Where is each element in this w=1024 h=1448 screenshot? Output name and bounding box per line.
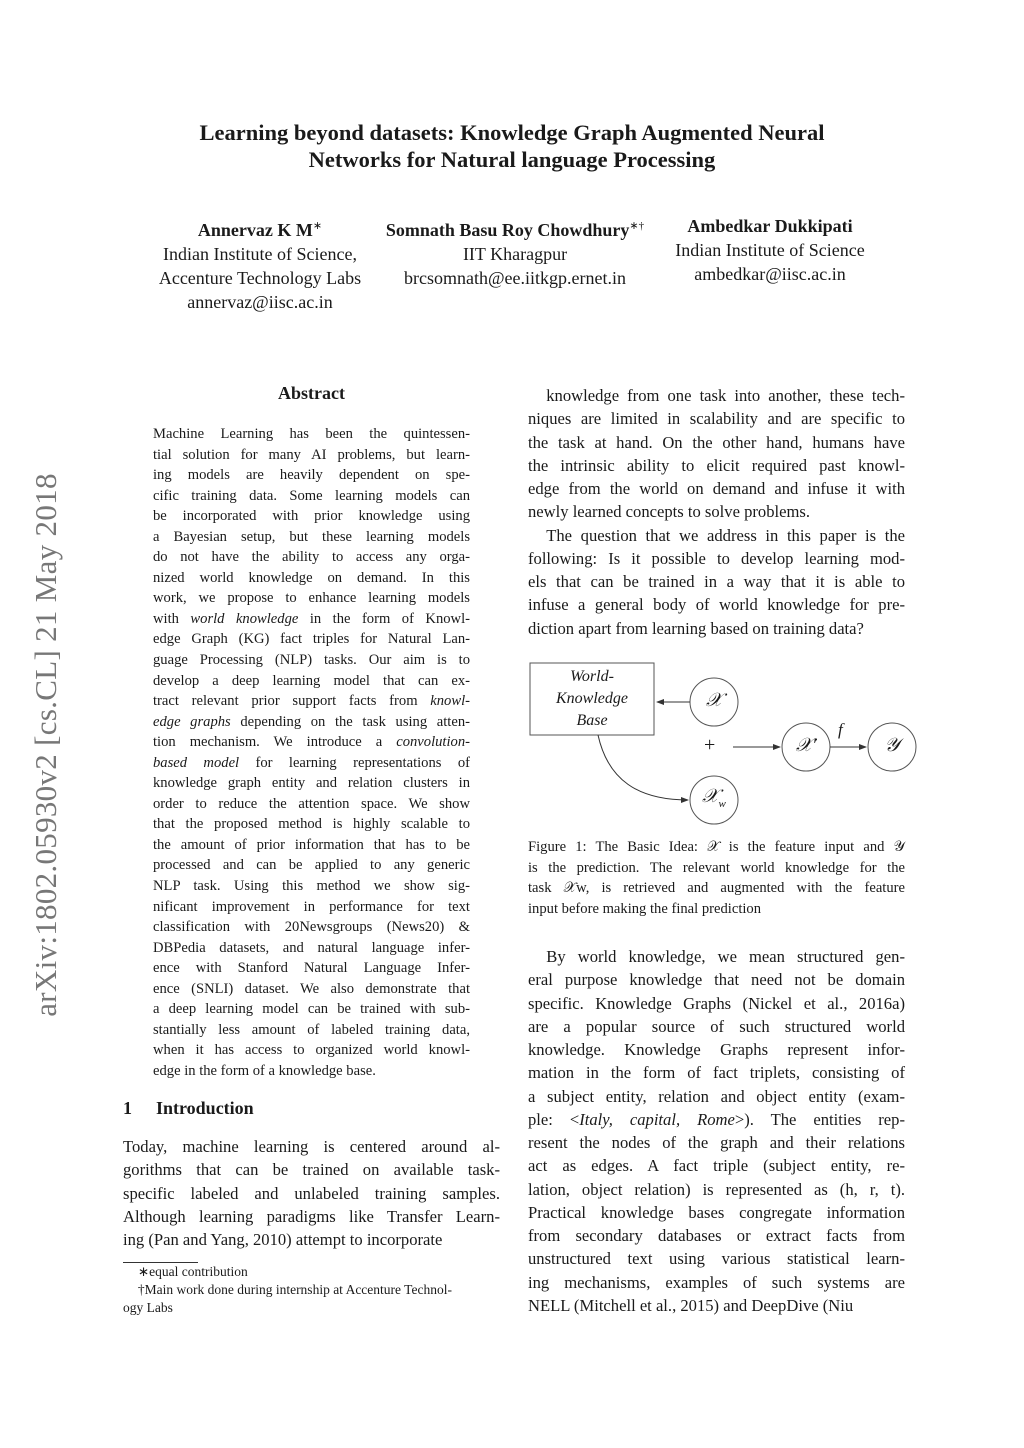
text-line: guage Processing (NLP) tasks. Our aim is to [153, 652, 470, 669]
text-line: lation, object relation) is represented as (h, r, t). [528, 1179, 905, 1199]
text-segment: >). The entities rep- [734, 1109, 905, 1129]
abstract-body [153, 424, 470, 1082]
text-line: knowledge. Knowledge Graphs represent infor- [528, 1040, 905, 1059]
title-line: Learning beyond datasets: Knowledge Graph Augmented Neural [199, 120, 825, 145]
knowledge-base-label [530, 666, 654, 732]
text-line: cific training data. Some learning models can [153, 487, 470, 504]
text-line: diction apart from learning based on training data? [528, 618, 864, 638]
caption-line: Figure 1: The Basic Idea: 𝒳 is the feature input and 𝒴 [528, 839, 905, 855]
affiliation: IIT Kharagpur [462, 244, 568, 264]
abstract-heading: Abstract [278, 383, 345, 403]
text-line: edge from the world on demand and infuse it with [528, 479, 905, 498]
text-segment: ple: < [528, 1109, 580, 1129]
text-line: specific labeled and unlabeled training samples. [123, 1183, 500, 1203]
italic-text: knowl- [430, 693, 470, 710]
text-segment: in the form of Knowl- [298, 610, 470, 627]
text-line: order to reduce the attention space. We show [153, 795, 470, 812]
italic-text: edge graphs [153, 713, 231, 730]
affiliation: Accenture Technology Labs [158, 268, 362, 288]
italic-text: Italy, capital, Rome [579, 1109, 735, 1129]
text-line [153, 609, 470, 630]
text-line: edge in the form of a knowledge base. [153, 1062, 376, 1079]
x-w-label [690, 786, 738, 810]
text-line: gorithms that can be trained on available task- [123, 1160, 500, 1180]
text-line: be incorporated with prior knowledge using [153, 508, 470, 525]
text-line: DBPedia datasets, and natural language infer- [153, 939, 470, 956]
text-line: ence with Stanford Natural Language Infer- [153, 960, 470, 977]
author-1 [130, 214, 390, 314]
x-w-base: 𝒳 [702, 786, 719, 807]
section-heading [123, 1098, 254, 1119]
text-line: stantially less amount of labeled training data, [153, 1021, 470, 1038]
x-label: 𝒳 [705, 690, 723, 711]
italic-text: based model [153, 754, 240, 771]
text-line: that the proposed method is highly scalable to [153, 816, 470, 833]
text-line: act as edges. A fact triple (subject entity, re- [528, 1156, 905, 1176]
right-column-top [528, 384, 905, 640]
figure-1 [528, 660, 918, 830]
text-line: develop a deep learning model that can ex- [153, 672, 470, 689]
author-name: Somnath Basu Roy Chowdhury [385, 220, 630, 240]
text-line: are a popular source of such structured world [528, 1016, 905, 1036]
text-line: els that can be trained in a way that it is able to [528, 572, 905, 591]
text-line: when it has access to organized world knowl- [153, 1042, 470, 1059]
text-line: infuse a general body of world knowledge for pre- [528, 595, 905, 615]
text-line: Although learning paradigms like Transfer Learn- [123, 1206, 500, 1226]
text-line: Machine Learning has been the quintessen- [153, 426, 470, 442]
text-line: a deep learning model can be trained with sub- [153, 1001, 470, 1018]
author-3 [660, 214, 880, 286]
text-line: newly learned concepts to solve problems. [528, 502, 811, 522]
author-name: Ambedkar Dukkipati [687, 216, 853, 236]
text-line [153, 691, 470, 712]
text-line: nificant improvement in performance for text [153, 898, 470, 915]
text-line: By world knowledge, we mean structured gen- [546, 947, 905, 966]
paper-title [0, 119, 1024, 173]
text-line: the task at hand. On the other hand, humans have [528, 432, 905, 452]
text-line [153, 753, 470, 774]
text-line: mation in the form of fact triplets, consisting of [528, 1063, 905, 1083]
author-mark: ∗ [312, 220, 323, 232]
author-mark: ∗† [629, 220, 645, 232]
section-number: 1 [123, 1098, 132, 1118]
affiliation: Indian Institute of Science [675, 240, 865, 260]
text-line: edge Graph (KG) fact triples for Natural Lan- [153, 631, 470, 648]
text-line: resent the nodes of the graph and their relations [528, 1133, 905, 1152]
text-line: nized world knowledge on demand. In this [153, 569, 470, 586]
text-line: ing mechanisms, examples of such systems are [528, 1272, 905, 1292]
text-line: work, we propose to enhance learning models [153, 590, 470, 607]
f-label: f [838, 720, 843, 739]
caption-line: is the prediction. The relevant world knowledge for the [528, 859, 905, 876]
footnote: ogy Labs [123, 1300, 173, 1315]
italic-text: world knowledge [190, 610, 299, 627]
email: annervaz@iisc.ac.in [187, 292, 333, 312]
text-line: a subject entity, relation and object entity (exam- [528, 1086, 905, 1106]
affiliation: Indian Institute of Science, [163, 244, 357, 264]
title-line: Networks for Natural language Processing [308, 147, 716, 172]
text-line: ing (Pan and Yang, 2010) attempt to incorporate [123, 1230, 443, 1250]
text-line: unstructured text using various statistical learn- [528, 1249, 905, 1269]
text-line: following: Is it possible to develop learning mod- [528, 548, 905, 568]
box-line: Base [576, 712, 608, 729]
text-line [528, 1108, 905, 1131]
y-label: 𝒴 [884, 735, 900, 756]
box-line: World- [570, 668, 614, 685]
figure-caption [528, 837, 905, 920]
text-line: Today, machine learning is centered around al- [123, 1137, 500, 1156]
x-w-subscript: w [718, 797, 726, 810]
text-segment: tract relevant prior support facts from [153, 693, 431, 710]
text-line: a Bayesian setup, but these learning models [153, 528, 470, 545]
text-line: NELL (Mitchell et al., 2015) and DeepDive (Niu [528, 1295, 854, 1315]
right-column-bottom [528, 945, 905, 1317]
text-line: classification with 20Newsgroups (News20) & [153, 919, 470, 936]
text-line: knowledge graph entity and relation clusters in [153, 775, 470, 792]
arxiv-side-label: arXiv:1802.05930v2 [cs.CL] 21 May 2018 [28, 473, 63, 1017]
plus-sign: + [704, 734, 716, 756]
text-line: from secondary databases or extract facts from [528, 1226, 905, 1245]
email: brcsomnath@ee.iitkgp.ernet.in [403, 268, 626, 288]
footnote: ∗equal contribution [137, 1264, 248, 1279]
text-line: tial solution for many AI problems, but learn- [153, 446, 470, 463]
text-line: NLP task. Using this method we show sig- [153, 878, 470, 895]
box-line: Knowledge [556, 690, 628, 707]
text-line [153, 732, 470, 753]
text-line: ing models are heavily dependent on spe- [153, 467, 470, 484]
italic-text: convolution- [396, 734, 470, 751]
caption-line: input before making the final prediction [528, 901, 762, 918]
text-line: the amount of prior information that has to be [153, 836, 470, 853]
text-line: niques are limited in scalability and are specific to [528, 409, 905, 429]
text-segment: depending on the task using atten- [230, 713, 470, 730]
footnotes [123, 1263, 500, 1317]
author-2 [370, 214, 660, 290]
footnote: †Main work done during internship at Accenture Technol- [137, 1282, 452, 1297]
text-line: knowledge from one task into another, these tech- [546, 386, 905, 405]
text-line: specific. Knowledge Graphs (Nickel et al., 2016a) [528, 993, 905, 1013]
text-line: The question that we address in this paper is the [546, 525, 905, 545]
text-line: do not have the ability to access any orga- [153, 549, 470, 566]
author-name: Annervaz K M [197, 220, 313, 240]
text-line: eral purpose knowledge that need not be domain [528, 970, 905, 990]
x-prime-label: 𝒳′ [795, 735, 817, 756]
caption-line: task 𝒳w, is retrieved and augmented with the feature [528, 880, 905, 897]
text-line: the intrinsic ability to elicit required past knowl- [528, 455, 905, 475]
section-title: Introduction [156, 1098, 254, 1118]
intro-body [123, 1135, 500, 1251]
arrow-kb-to-xw [598, 735, 688, 800]
text-segment: tion mechanism. We introduce a [153, 734, 397, 751]
text-line: processed and can be applied to any generic [153, 857, 470, 874]
text-line: Practical knowledge bases congregate information [528, 1202, 905, 1222]
text-line [153, 712, 470, 733]
email: ambedkar@iisc.ac.in [694, 264, 846, 284]
text-segment: for learning representations of [239, 754, 470, 771]
text-line: ence (SNLI) dataset. We also demonstrate that [153, 980, 470, 997]
text-segment: with [153, 610, 191, 627]
